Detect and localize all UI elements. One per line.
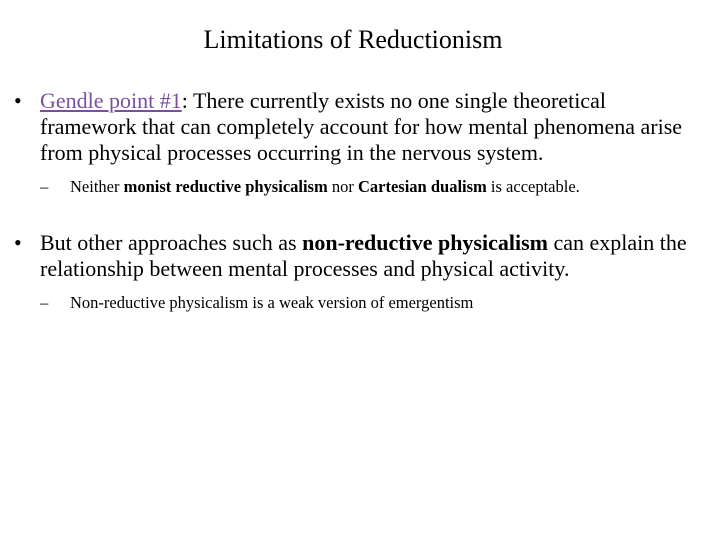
bullet-icon: • xyxy=(14,88,22,113)
sub-text: is acceptable. xyxy=(486,177,580,196)
dash-icon: – xyxy=(40,177,49,196)
slide-title: Limitations of Reductionism xyxy=(203,25,503,54)
sub-text: Neither xyxy=(70,177,124,196)
bullet-body: : There currently exists no one single theoretical framework that can completely account for how mental phenomena arise from physical processes occurring in the nervous system. xyxy=(40,88,683,165)
term-reductive-physicalism: monist reductive physicalism xyxy=(123,177,328,196)
sub-text: nor xyxy=(327,177,358,196)
sub-bullet-text xyxy=(40,292,704,314)
sub-text: Non-reductive physicalism is a weak version of emergentism xyxy=(70,293,474,312)
bullet-icon: • xyxy=(14,230,22,255)
bullet-item xyxy=(14,230,704,314)
dash-icon: – xyxy=(40,293,49,312)
bullet-text xyxy=(14,230,704,282)
bullet-text xyxy=(14,88,704,166)
term-non-reductive-physicalism: non-reductive physicalism xyxy=(302,230,548,255)
bullet-body: can explain the relationship between mental processes and physical activity. xyxy=(40,230,687,281)
sub-bullet-text xyxy=(40,176,704,198)
gendle-point-link[interactable]: Gendle point #1 xyxy=(40,88,182,113)
term-cartesian-dualism: Cartesian dualism xyxy=(357,177,487,196)
bullet-item xyxy=(14,88,704,198)
bullet-body: But other approaches such as xyxy=(40,230,303,255)
